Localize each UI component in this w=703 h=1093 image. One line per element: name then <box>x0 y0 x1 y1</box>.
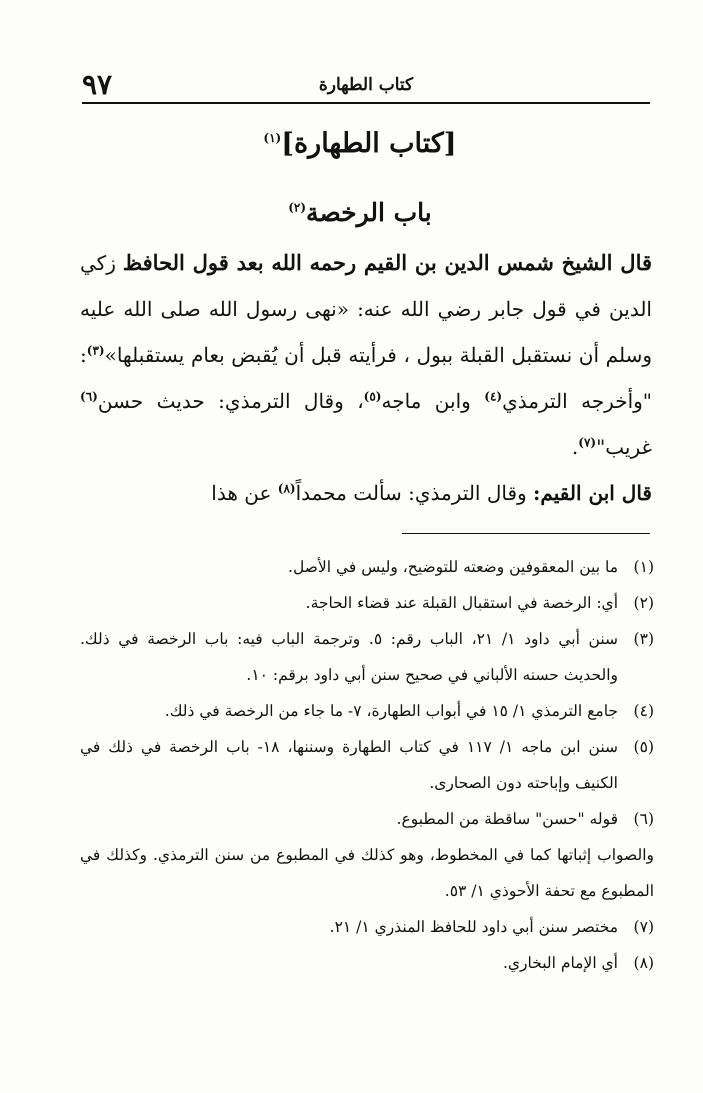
footnote-text: قوله "حسن" ساقطة من المطبوع. <box>396 810 618 828</box>
book-title <box>60 122 660 166</box>
footnote-ref-6: (٦) <box>80 389 98 404</box>
paragraph-2-text-a: وقال الترمذي: سألت محمداً <box>295 481 534 505</box>
paragraph-1-text-c: وابن ماجه <box>381 389 485 413</box>
footnote-text: أي: الرخصة في استقبال القبلة عند قضاء الحاجة. <box>305 594 618 612</box>
footnote-separator <box>402 533 650 534</box>
footnote-number: (٥) <box>633 738 654 756</box>
footnotes <box>80 549 654 981</box>
footnote-text: أي الإمام البخاري. <box>502 954 618 972</box>
footnote-number: (٨) <box>633 954 654 972</box>
paragraph-1-text-a: زكي الدين في قول جابر رضي الله عنه: «نهى رسول الله صلى الله عليه وسلم أن نستقبل القبلة ببول ، فرأيته قبل أن يُقبض بعام يستقبلها» <box>80 251 652 367</box>
header-rule <box>82 102 650 104</box>
footnote-number: (٦) <box>633 810 654 828</box>
paragraph-2 <box>80 470 652 516</box>
footnote-8 <box>80 945 654 981</box>
footnote-number: (٣) <box>633 630 654 648</box>
paragraph-1 <box>80 240 652 470</box>
footnote-text: جامع الترمذي ١/ ١٥ في أبواب الطهارة، ٧- ما جاء من الرخصة في ذلك. <box>164 702 618 720</box>
footnote-text: والصواب إثباتها كما في المخطوط، وهو كذلك في المطبوع من سنن الترمذي. وكذلك في المطبوع مع تحفة الأحوذي ١/ ٥٣. <box>80 846 654 900</box>
footnote-6-continued <box>80 837 654 909</box>
footnote-7 <box>80 909 654 945</box>
footnote-text: سنن أبي داود ١/ ٢١، الباب رقم: ٥. وترجمة الباب فيه: باب الرخصة في ذلك. والحديث حسنه الألباني في صحيح سنن أبي داود برقم: ١٠. <box>80 630 618 684</box>
footnote-3 <box>80 621 654 693</box>
footnote-number: (٧) <box>633 918 654 936</box>
footnote-number: (١) <box>633 558 654 576</box>
footnote-ref-5: (٥) <box>363 389 382 404</box>
footnote-ref-3: (٣) <box>86 343 105 358</box>
footnote-text: ما بين المعقوفين وضعته للتوضيح، وليس في الأصل. <box>288 558 618 576</box>
footnote-2 <box>80 585 654 621</box>
footnote-text: سنن ابن ماجه ١/ ١١٧ في كتاب الطهارة وسننها، ١٨- باب الرخصة في ذلك في الكنيف وإباحته دون الصحارى. <box>80 738 618 792</box>
paragraph-1-text-e: غريب" <box>596 435 652 459</box>
chapter-title-text: باب الرخصة <box>306 198 432 227</box>
footnote-text: مختصر سنن أبي داود للحافظ المنذري ١/ ٢١. <box>329 918 618 936</box>
footnote-ref-1: (١) <box>263 131 282 145</box>
footnote-number: (٢) <box>633 594 654 612</box>
page-number: ٩٧ <box>82 68 113 101</box>
footnote-ref-8: (٨) <box>277 481 296 496</box>
paragraph-1-text-b: : "وأخرجه الترمذي <box>80 343 652 413</box>
paragraph-2-lead: قال ابن القيم: <box>533 481 652 505</box>
running-title: كتاب الطهارة <box>318 75 414 95</box>
paragraph-1-lead: قال الشيخ شمس الدين بن القيم رحمه الله بعد قول الحافظ <box>122 250 653 275</box>
footnote-ref-4: (٤) <box>484 389 503 404</box>
main-text <box>80 240 652 516</box>
footnote-4 <box>80 693 654 729</box>
footnote-1 <box>80 549 654 585</box>
paragraph-2-text-b: عن هذا <box>211 481 278 505</box>
footnote-ref-2: (٢) <box>288 200 307 215</box>
footnote-6 <box>80 801 654 837</box>
chapter-title <box>60 191 660 235</box>
page-header <box>82 68 650 102</box>
paragraph-1-text-f: . <box>571 435 579 459</box>
footnote-ref-7: (٧) <box>578 435 597 450</box>
book-title-text: [كتاب الطهارة] <box>281 128 457 159</box>
paragraph-1-text-d: ، وقال الترمذي: حديث حسن <box>97 389 364 413</box>
footnote-number: (٤) <box>633 702 654 720</box>
footnote-5 <box>80 729 654 801</box>
